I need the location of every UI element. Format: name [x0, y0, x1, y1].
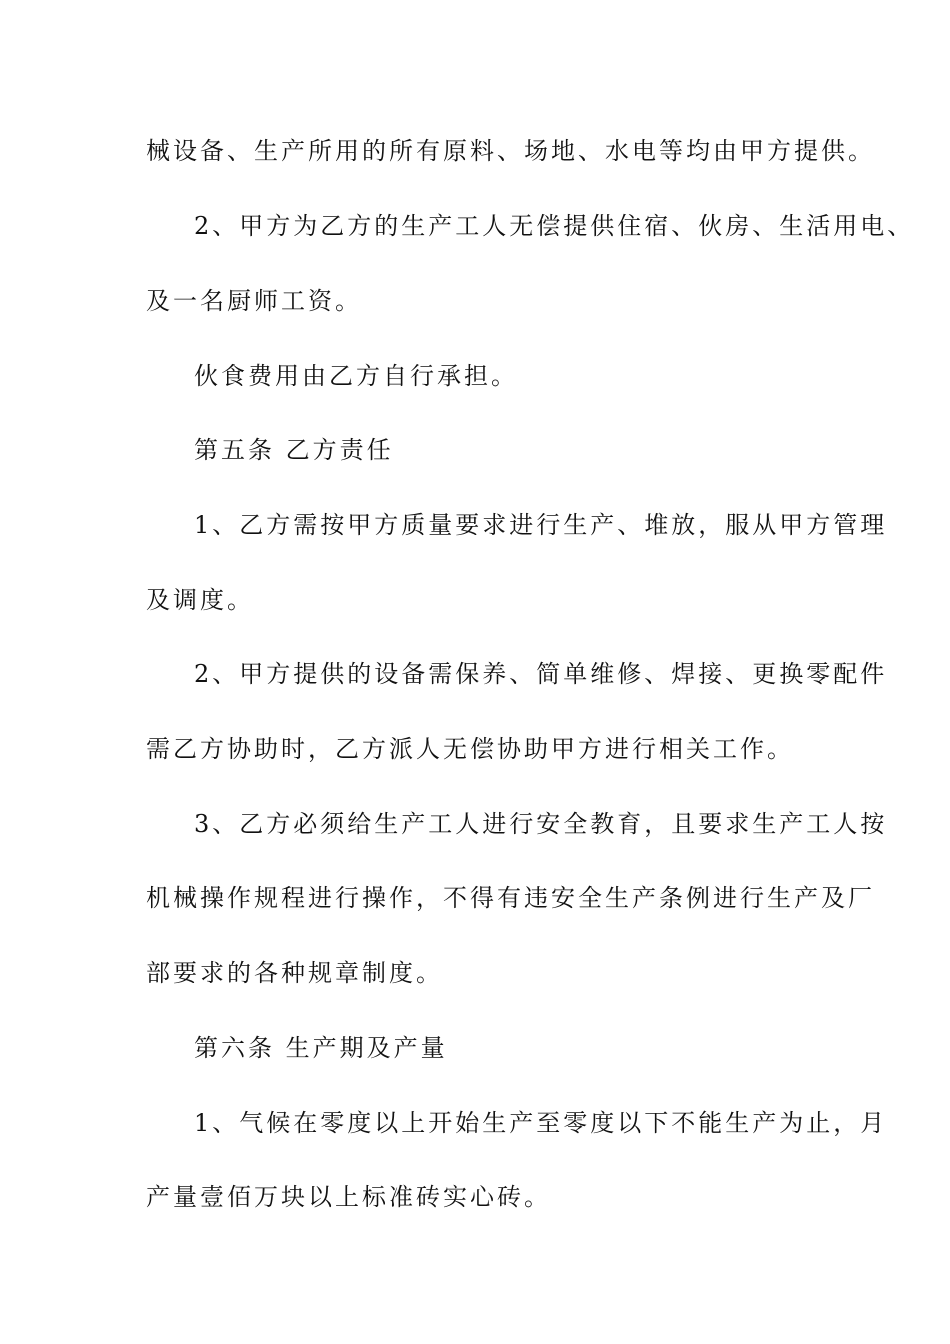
paragraph-line: 需乙方协助时，乙方派人无偿协助甲方进行相关工作。 — [146, 735, 794, 763]
paragraph-line: 伙食费用由乙方自行承担。 — [194, 362, 518, 390]
section-heading: 第六条 生产期及产量 — [194, 1034, 448, 1062]
paragraph-line: 部要求的各种规章制度。 — [146, 959, 443, 987]
paragraph-line: 1、乙方需按甲方质量要求进行生产、堆放，服从甲方管理 — [194, 511, 888, 539]
paragraph-line: 械设备、生产所用的所有原料、场地、水电等均由甲方提供。 — [146, 137, 875, 165]
paragraph-line: 机械操作规程进行操作，不得有违安全生产条例进行生产及厂 — [146, 884, 875, 912]
paragraph-line: 1、气候在零度以上开始生产至零度以下不能生产为止，月 — [194, 1109, 888, 1137]
paragraph-line: 3、乙方必须给生产工人进行安全教育，且要求生产工人按 — [194, 810, 888, 838]
paragraph-line: 2、甲方提供的设备需保养、简单维修、焊接、更换零配件 — [194, 660, 888, 688]
paragraph-line: 及调度。 — [146, 586, 254, 614]
section-heading: 第五条 乙方责任 — [194, 436, 394, 464]
paragraph-line: 2、甲方为乙方的生产工人无偿提供住宿、伙房、生活用电、 — [194, 212, 915, 240]
paragraph-line: 及一名厨师工资。 — [146, 287, 362, 315]
paragraph-line: 产量壹佰万块以上标准砖实心砖。 — [146, 1183, 551, 1211]
